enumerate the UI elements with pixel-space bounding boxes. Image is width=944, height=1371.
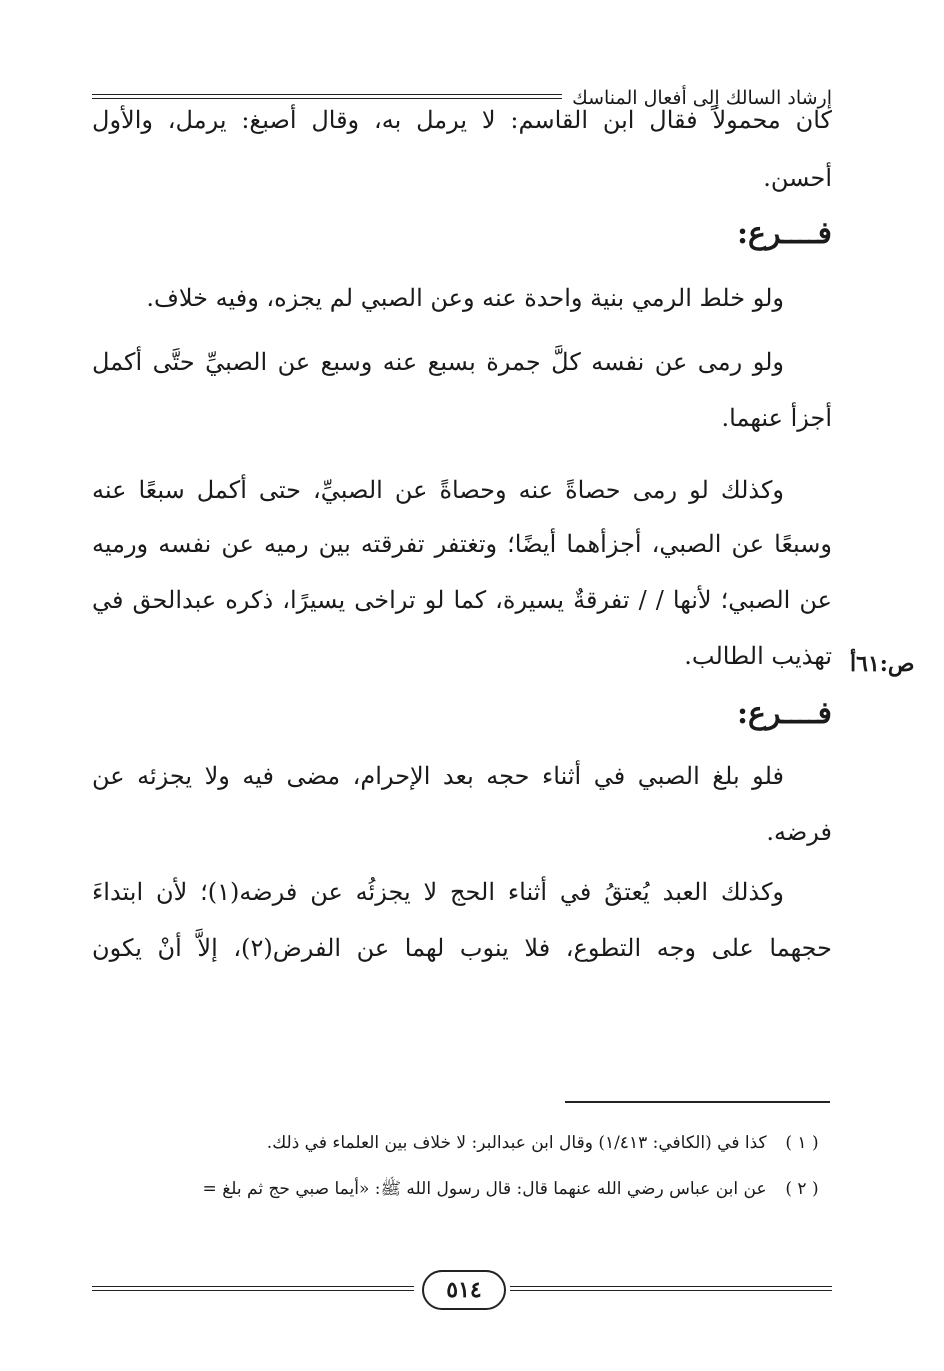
text-line: ولو رمى عن نفسه كلَّ جمرة بسبع عنه وسبع عن الصبيِّ حتَّى أكمل [92,348,784,376]
page-footer [92,1270,832,1310]
book-title: إرشاد السالك إلى أفعال المناسك [572,87,832,109]
footnote-text: كذا في (الكافي: ١/٤١٣) وقال ابن عبدالبر: لا خلاف بين العلماء في ذلك. [266,1133,767,1153]
text-line: ولو خلط الرمي بنية واحدة عنه وعن الصبي لم يجزه، وفيه خلاف. [146,284,784,312]
section-heading: فــــرع: [736,216,832,251]
footer-rule [510,1286,832,1291]
footer-rule [92,1286,414,1291]
text-line: وكذلك العبد يُعتقُ في أثناء الحج لا يجزئُه عن فرضه(١)؛ لأن ابتداءَ [92,878,784,906]
text-line: عن الصبي؛ لأنها / / تفرقةٌ يسيرة، كما لو تراخى يسيرًا، ذكره عبدالحق في [92,586,832,614]
manuscript-folio-note: ص:٦١أ [850,651,915,677]
text-line: كان محمولاً فقال ابن القاسم: لا يرمل به، وقال أصبغ: يرمل، والأول [92,106,832,134]
footnote-number: ( ٢ ) [785,1179,819,1199]
text-line: تهذيب الطالب. [684,642,832,670]
footnote-number: ( ١ ) [785,1133,819,1153]
text-line: وسبعًا عن الصبي، أجزأهما أيضًا؛ وتغتفر تفرقته بين رميه عن نفسه ورميه [92,530,832,558]
header-rule [92,94,562,99]
text-line: أحسن. [763,164,832,192]
footnote [112,1128,832,1158]
footnote-text: عن ابن عباس رضي الله عنهما قال: قال رسول الله ﷺ: «أيما صبي حج ثم بلغ = [202,1179,767,1199]
section-heading: فــــرع: [736,696,832,731]
text-line: أجزأ عنهما. [721,404,832,432]
text-line: حجهما على وجه التطوع، فلا ينوب لهما عن الفرض(٢)، إلاَّ أنْ يكون [92,934,832,962]
page-number: ٥١٤ [422,1270,506,1310]
footnote [112,1174,832,1204]
footnote-separator [565,1101,830,1103]
text-line: فرضه. [766,818,832,846]
text-line: وكذلك لو رمى حصاةً عنه وحصاةً عن الصبيِّ، حتى أكمل سبعًا عنه [92,476,784,504]
text-line: فلو بلغ الصبي في أثناء حجه بعد الإحرام، مضى فيه ولا يجزئه عن [92,762,784,790]
